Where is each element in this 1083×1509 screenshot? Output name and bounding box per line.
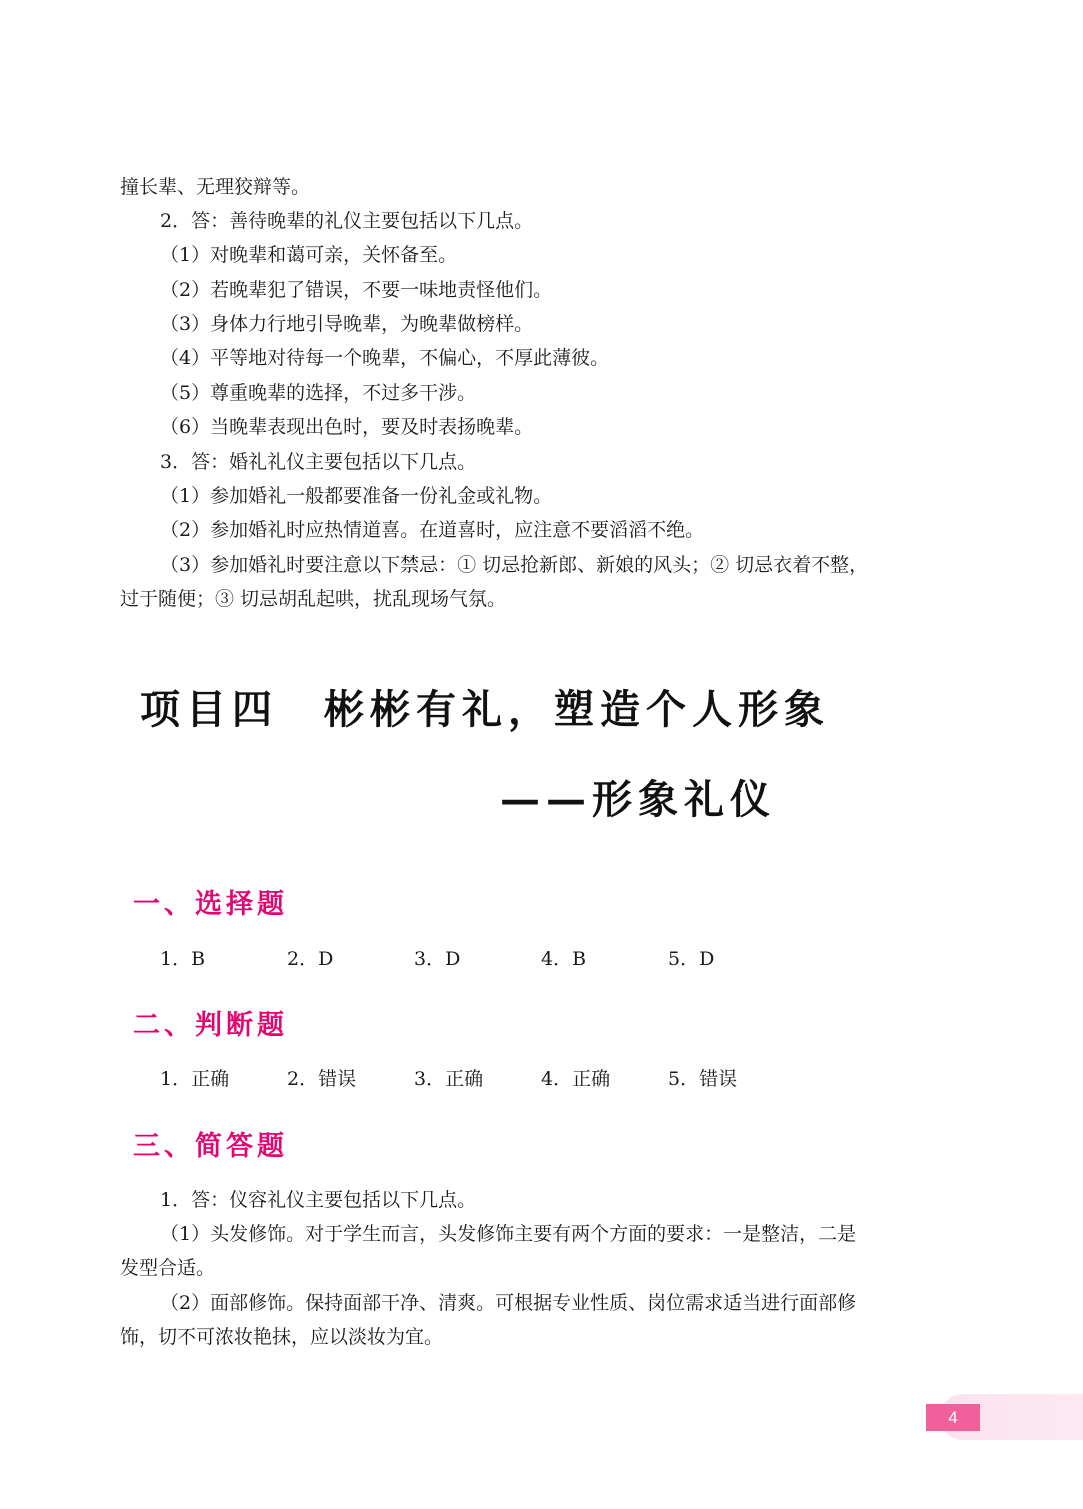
text-line: （6）当晚辈表现出色时，要及时表扬晚辈。 [160, 416, 534, 438]
text-line: 发型合适。 [120, 1257, 216, 1279]
answer-item: 4．B [541, 948, 587, 970]
chapter-subtitle: ——形象礼仪 [500, 776, 776, 823]
text-line: （1）头发修饰。对于学生而言，头发修饰主要有两个方面的要求：一是整洁，二是 [160, 1223, 857, 1245]
text-line: 2．答：善待晚辈的礼仪主要包括以下几点。 [160, 210, 534, 232]
chapter-title: 项目四 彬彬有礼，塑造个人形象 [140, 686, 830, 733]
text-line: （1）对晚辈和蔼可亲，关怀备至。 [160, 244, 458, 266]
text-line: （3）参加婚礼时要注意以下禁忌：① 切忌抢新郎、新娘的风头；② 切忌衣着不整， [160, 554, 869, 576]
text-line: （1）参加婚礼一般都要准备一份礼金或礼物。 [160, 485, 553, 507]
text-line: （5）尊重晚辈的选择，不过多干涉。 [160, 382, 477, 404]
text-line: （2）面部修饰。保持面部干净、清爽。可根据专业性质、岗位需求适当进行面部修 [160, 1292, 857, 1314]
text-line: 过于随便；③ 切忌胡乱起哄，扰乱现场气氛。 [120, 588, 507, 610]
text-line: 1．答：仪容礼仪主要包括以下几点。 [160, 1189, 477, 1211]
answer-item: 2．错误 [287, 1068, 357, 1090]
text-line: （4）平等地对待每一个晚辈，不偏心，不厚此薄彼。 [160, 347, 610, 369]
answer-item: 1．正确 [160, 1068, 230, 1090]
text-line: 撞长辈、无理狡辩等。 [120, 176, 311, 198]
answer-item: 3．正确 [414, 1068, 484, 1090]
text-line: （2）若晚辈犯了错误，不要一味地责怪他们。 [160, 279, 553, 301]
text-line: 饰，切不可浓妆艳抹，应以淡妆为宜。 [120, 1326, 444, 1348]
section-heading-short-answer: 三、简答题 [133, 1131, 288, 1162]
answer-item: 4．正确 [541, 1068, 611, 1090]
answer-item: 3．D [414, 948, 461, 970]
section-heading-choice: 一、选择题 [133, 889, 288, 920]
answer-item: 2．D [287, 948, 334, 970]
page-number: 4 [926, 1404, 980, 1431]
answer-item: 5．D [668, 948, 715, 970]
answer-item: 5．错误 [668, 1068, 738, 1090]
section-heading-judgement: 二、判断题 [133, 1010, 288, 1041]
text-line: （2）参加婚礼时应热情道喜。在道喜时，应注意不要滔滔不绝。 [160, 519, 705, 541]
text-line: （3）身体力行地引导晚辈，为晚辈做榜样。 [160, 313, 534, 335]
answer-item: 1．B [160, 948, 206, 970]
text-line: 3．答：婚礼礼仪主要包括以下几点。 [160, 451, 477, 473]
